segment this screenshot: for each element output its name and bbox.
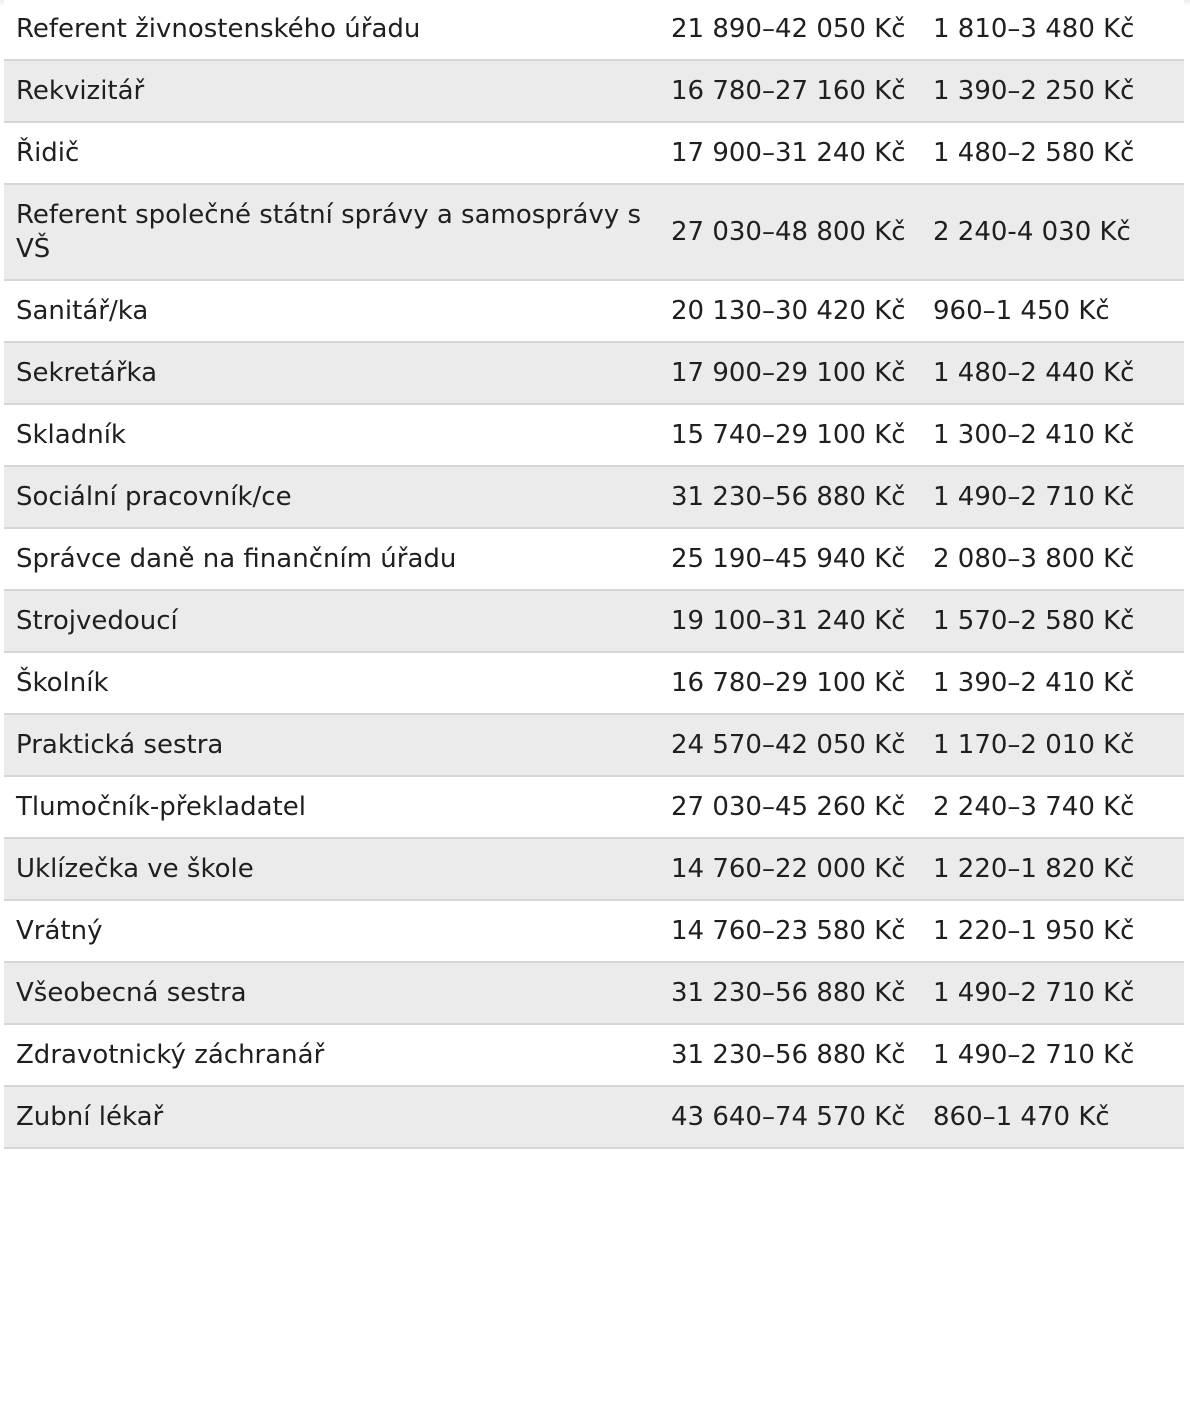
monthly-range-cell: 43 640–74 570 Kč — [659, 1086, 921, 1148]
secondary-range-cell: 2 240–3 740 Kč — [921, 776, 1184, 838]
monthly-range-cell: 31 230–56 880 Kč — [659, 1024, 921, 1086]
table-row — [4, 0, 1184, 60]
position-cell: Tlumočník-překladatel — [4, 776, 659, 838]
position-cell: Referent společné státní správy a samosprávy s VŠ — [4, 184, 659, 280]
monthly-range-cell: 31 230–56 880 Kč — [659, 962, 921, 1024]
secondary-range-cell: 1 220–1 820 Kč — [921, 838, 1184, 900]
monthly-range-cell: 16 780–27 160 Kč — [659, 60, 921, 122]
position-cell: Zdravotnický záchranář — [4, 1024, 659, 1086]
monthly-range-cell: 20 130–30 420 Kč — [659, 280, 921, 342]
salary-table — [4, 0, 1184, 1149]
monthly-range-cell: 24 570–42 050 Kč — [659, 714, 921, 776]
secondary-range-cell: 1 390–2 250 Kč — [921, 60, 1184, 122]
monthly-range-cell: 14 760–23 580 Kč — [659, 900, 921, 962]
position-cell: Všeobecná sestra — [4, 962, 659, 1024]
secondary-range-cell: 1 490–2 710 Kč — [921, 1024, 1184, 1086]
monthly-range-cell: 27 030–45 260 Kč — [659, 776, 921, 838]
table-row — [4, 714, 1184, 776]
table-row — [4, 466, 1184, 528]
secondary-range-cell: 1 220–1 950 Kč — [921, 900, 1184, 962]
position-cell: Skladník — [4, 404, 659, 466]
table-row — [4, 528, 1184, 590]
secondary-range-cell: 2 240-4 030 Kč — [921, 184, 1184, 280]
position-cell: Správce daně na finančním úřadu — [4, 528, 659, 590]
monthly-range-cell: 25 190–45 940 Kč — [659, 528, 921, 590]
secondary-range-cell: 1 170–2 010 Kč — [921, 714, 1184, 776]
position-cell: Praktická sestra — [4, 714, 659, 776]
position-cell: Vrátný — [4, 900, 659, 962]
table-row — [4, 184, 1184, 280]
secondary-range-cell: 1 490–2 710 Kč — [921, 962, 1184, 1024]
position-cell: Řidič — [4, 122, 659, 184]
secondary-range-cell: 2 080–3 800 Kč — [921, 528, 1184, 590]
position-cell: Referent živnostenského úřadu — [4, 0, 659, 60]
monthly-range-cell: 14 760–22 000 Kč — [659, 838, 921, 900]
table-row — [4, 776, 1184, 838]
position-cell: Rekvizitář — [4, 60, 659, 122]
position-cell: Sanitář/ka — [4, 280, 659, 342]
table-row — [4, 900, 1184, 962]
monthly-range-cell: 27 030–48 800 Kč — [659, 184, 921, 280]
monthly-range-cell: 19 100–31 240 Kč — [659, 590, 921, 652]
table-row — [4, 60, 1184, 122]
table-row — [4, 122, 1184, 184]
secondary-range-cell: 860–1 470 Kč — [921, 1086, 1184, 1148]
position-cell: Školník — [4, 652, 659, 714]
secondary-range-cell: 1 480–2 580 Kč — [921, 122, 1184, 184]
position-cell: Zubní lékař — [4, 1086, 659, 1148]
table-row — [4, 280, 1184, 342]
table-row — [4, 404, 1184, 466]
table-row — [4, 838, 1184, 900]
table-row — [4, 1024, 1184, 1086]
position-cell: Sociální pracovník/ce — [4, 466, 659, 528]
secondary-range-cell: 1 480–2 440 Kč — [921, 342, 1184, 404]
secondary-range-cell: 1 810–3 480 Kč — [921, 0, 1184, 60]
table-row — [4, 652, 1184, 714]
monthly-range-cell: 15 740–29 100 Kč — [659, 404, 921, 466]
secondary-range-cell: 960–1 450 Kč — [921, 280, 1184, 342]
secondary-range-cell: 1 300–2 410 Kč — [921, 404, 1184, 466]
secondary-range-cell: 1 390–2 410 Kč — [921, 652, 1184, 714]
secondary-range-cell: 1 490–2 710 Kč — [921, 466, 1184, 528]
position-cell: Sekretářka — [4, 342, 659, 404]
monthly-range-cell: 17 900–31 240 Kč — [659, 122, 921, 184]
monthly-range-cell: 16 780–29 100 Kč — [659, 652, 921, 714]
monthly-range-cell: 17 900–29 100 Kč — [659, 342, 921, 404]
table-row — [4, 590, 1184, 652]
table-row — [4, 962, 1184, 1024]
position-cell: Uklízečka ve škole — [4, 838, 659, 900]
monthly-range-cell: 31 230–56 880 Kč — [659, 466, 921, 528]
monthly-range-cell: 21 890–42 050 Kč — [659, 0, 921, 60]
position-cell: Strojvedoucí — [4, 590, 659, 652]
secondary-range-cell: 1 570–2 580 Kč — [921, 590, 1184, 652]
table-row — [4, 342, 1184, 404]
table-row — [4, 1086, 1184, 1148]
